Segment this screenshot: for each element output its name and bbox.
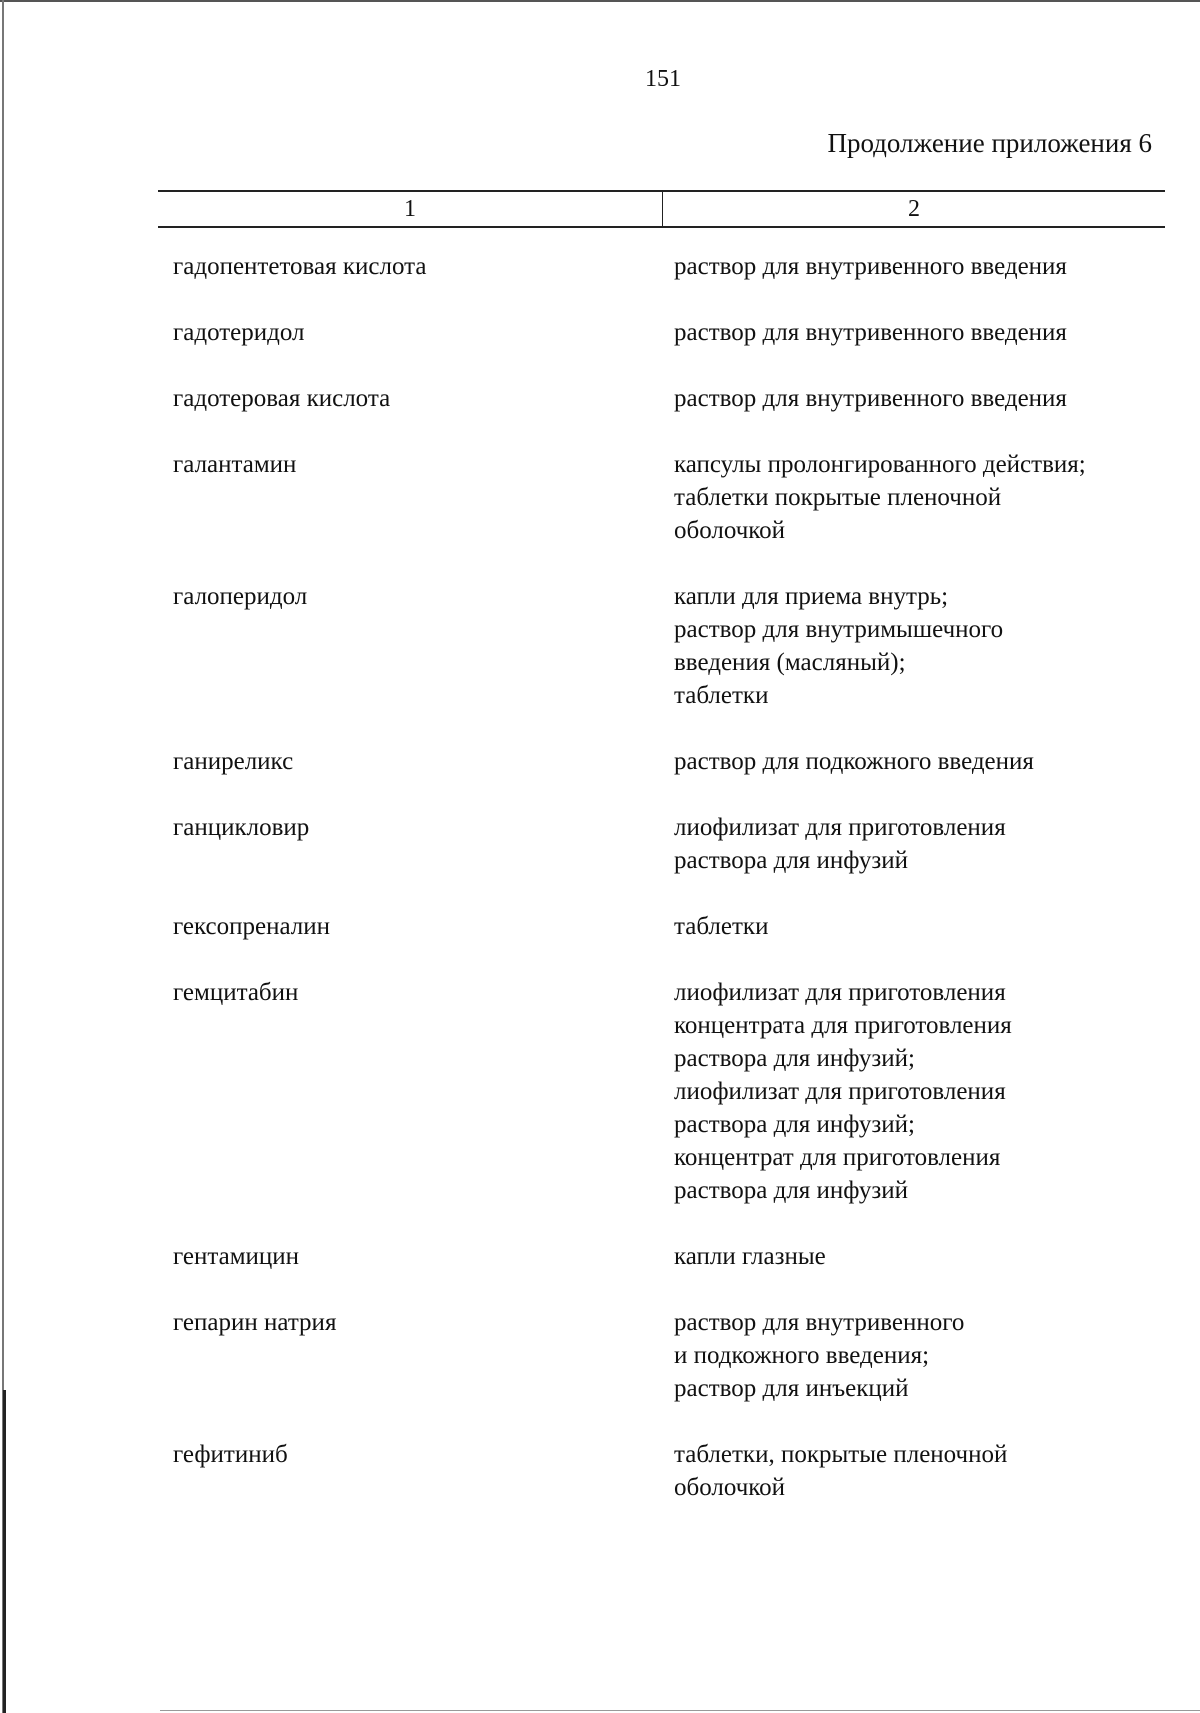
dosage-form-line: капсулы пролонгированного действия; xyxy=(674,451,1086,478)
dosage-form-line: раствора для инфузий xyxy=(674,847,909,874)
dosage-form-line: таблетки xyxy=(674,682,769,709)
drug-name: гексопреналин xyxy=(173,913,331,940)
table-row xyxy=(173,1306,1163,1405)
dosage-form-line: и подкожного введения; xyxy=(674,1342,930,1369)
dosage-form-line: раствор для внутримышечного xyxy=(674,616,1004,643)
dosage-form-line: концентрат для приготовления xyxy=(674,1144,1001,1171)
scan-edge-bottom xyxy=(160,1710,1200,1711)
dosage-form-line: таблетки, покрытые пленочной xyxy=(674,1441,1008,1468)
drug-name: гемцитабин xyxy=(173,979,299,1006)
drug-name: гефитиниб xyxy=(173,1441,288,1468)
table-row xyxy=(173,745,1163,778)
dosage-form-line: раствора для инфузий xyxy=(674,1177,909,1204)
appendix-caption: Продолжение приложения 6 xyxy=(827,128,1152,158)
drug-name: гадотеровая кислота xyxy=(173,385,391,412)
drug-name: гентамицин xyxy=(173,1243,300,1270)
dosage-form-line: капли для приема внутрь; xyxy=(674,583,949,610)
page-number: 151 xyxy=(645,66,681,92)
dosage-form-line: раствор для внутривенного введения xyxy=(674,319,1067,346)
dosage-form-line: капли глазные xyxy=(674,1243,826,1270)
dosage-form-line: концентрата для приготовления xyxy=(674,1012,1012,1039)
drug-name: гадопентетовая кислота xyxy=(173,253,427,280)
table-row xyxy=(173,811,1163,877)
dosage-form-line: раствора для инфузий; xyxy=(674,1111,915,1138)
dosage-forms xyxy=(674,910,1163,943)
table-row xyxy=(173,382,1163,415)
dosage-forms xyxy=(674,976,1163,1207)
table-row xyxy=(173,910,1163,943)
dosage-form-line: раствор для инъекций xyxy=(674,1375,909,1402)
dosage-form-line: введения (масляный); xyxy=(674,649,906,676)
drug-name: галантамин xyxy=(173,451,297,478)
drug-name: ганиреликс xyxy=(173,748,294,775)
dosage-form-line: лиофилизат для приготовления xyxy=(674,979,1006,1006)
dosage-form-line: раствор для подкожного введения xyxy=(674,748,1034,775)
dosage-form-line: раствор для внутривенного введения xyxy=(674,253,1067,280)
table-body xyxy=(173,250,1163,1537)
dosage-forms xyxy=(674,745,1163,778)
dosage-forms xyxy=(674,316,1163,349)
dosage-form-line: оболочкой xyxy=(674,517,786,544)
scan-edge-top xyxy=(0,0,1200,2)
table-header xyxy=(158,190,1165,228)
dosage-forms xyxy=(674,250,1163,283)
dosage-form-line: таблетки xyxy=(674,913,769,940)
drug-name: ганцикловир xyxy=(173,814,310,841)
dosage-forms xyxy=(674,382,1163,415)
dosage-forms xyxy=(674,580,1163,712)
drug-name: гадотеридол xyxy=(173,319,305,346)
dosage-forms xyxy=(674,1306,1163,1405)
dosage-form-line: оболочкой xyxy=(674,1474,786,1501)
dosage-form-line: таблетки покрытые пленочной xyxy=(674,484,1002,511)
table-header-col-2: 2 xyxy=(908,196,920,222)
table-row xyxy=(173,448,1163,547)
dosage-form-line: раствора для инфузий; xyxy=(674,1045,915,1072)
dosage-form-line: раствор для внутривенного введения xyxy=(674,385,1067,412)
table-row xyxy=(173,316,1163,349)
table-row xyxy=(173,580,1163,712)
dosage-forms xyxy=(674,811,1163,877)
drug-name: галоперидол xyxy=(173,583,308,610)
dosage-form-line: раствор для внутривенного xyxy=(674,1309,965,1336)
dosage-forms xyxy=(674,448,1163,547)
drug-name: гепарин натрия xyxy=(173,1309,337,1336)
table-row xyxy=(173,1438,1163,1504)
dosage-form-line: лиофилизат для приготовления xyxy=(674,814,1006,841)
table-row xyxy=(173,976,1163,1207)
table-row xyxy=(173,250,1163,283)
dosage-forms xyxy=(674,1438,1163,1504)
table-row xyxy=(173,1240,1163,1273)
dosage-forms xyxy=(674,1240,1163,1273)
dosage-form-line: лиофилизат для приготовления xyxy=(674,1078,1006,1105)
scan-edge-left-lower xyxy=(3,1390,6,1713)
table-header-col-1: 1 xyxy=(158,192,663,226)
